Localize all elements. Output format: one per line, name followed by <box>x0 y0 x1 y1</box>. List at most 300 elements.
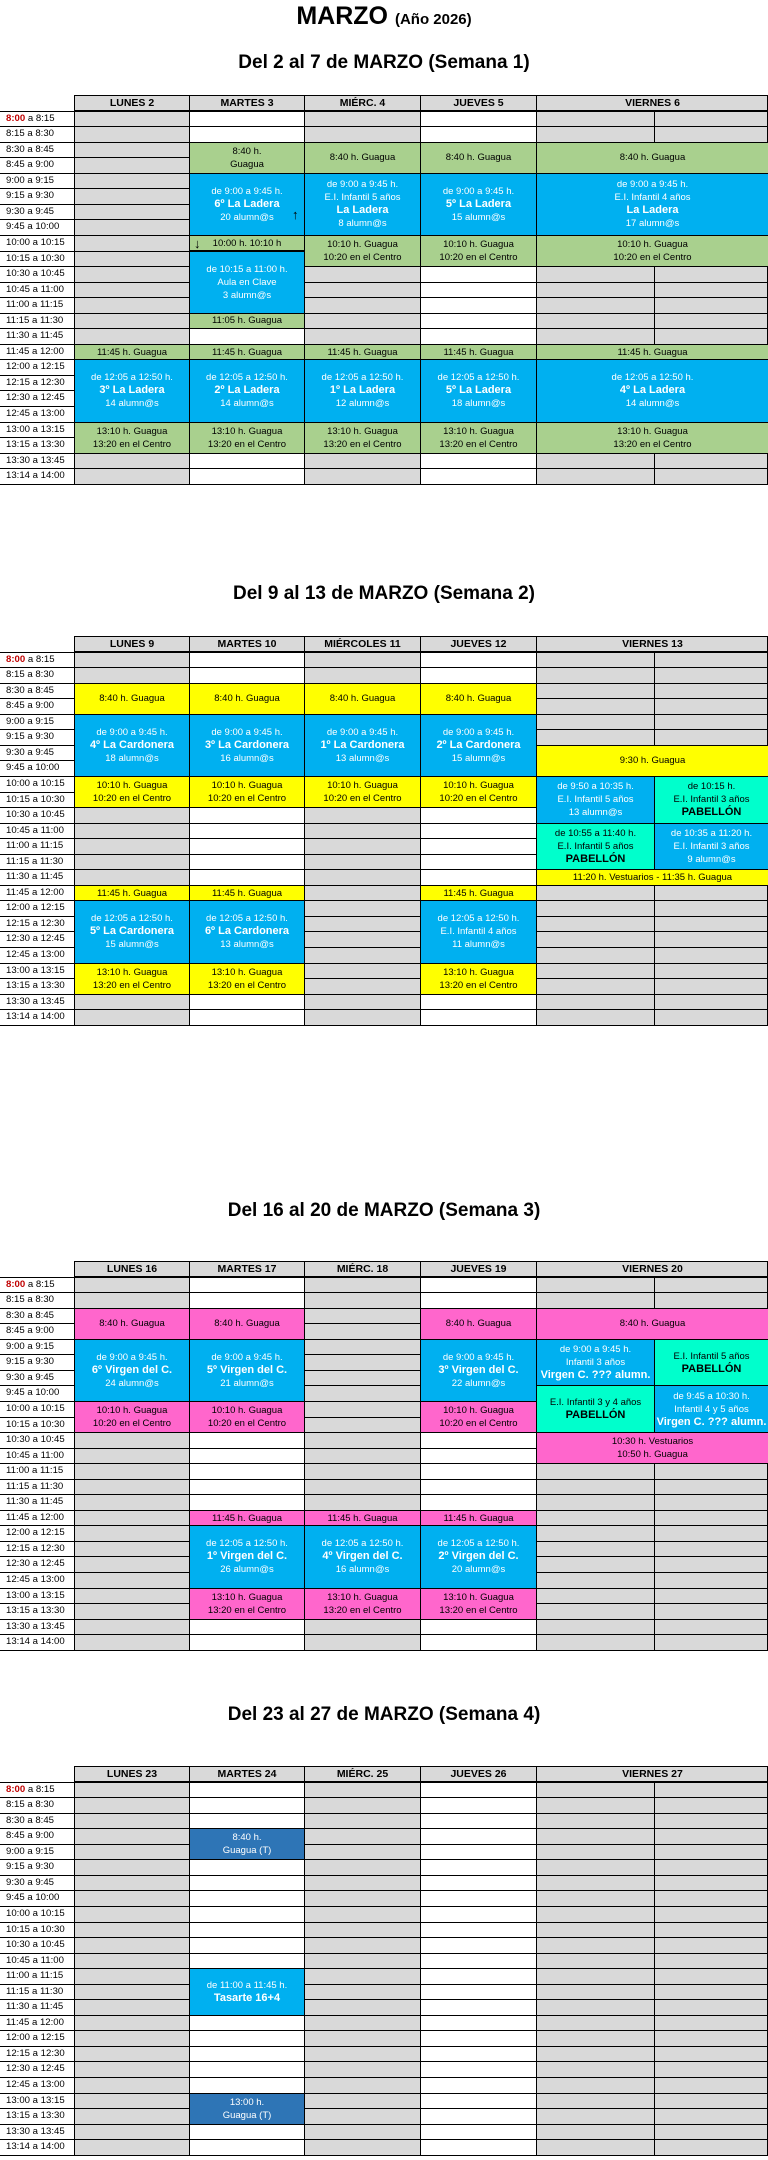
schedule-event <box>654 776 768 824</box>
event-line: 10:20 en el Centro <box>207 1417 287 1429</box>
schedule-event <box>536 823 655 871</box>
time-slot-label: 8:30 a 8:45 <box>6 143 55 155</box>
time-slot-label: 9:45 a 10:00 <box>6 1387 60 1399</box>
event-line: 11:45 h. Guagua <box>443 346 514 358</box>
grid-line <box>0 468 768 469</box>
event-line: E.I. Infantil 5 años <box>673 1350 750 1362</box>
time-slot-label: 9:00 a 9:15 <box>6 174 55 186</box>
event-line: 15 alumn@s <box>105 939 159 951</box>
day-header: VIERNES 27 <box>536 1766 768 1782</box>
event-line: de 9:00 a 9:45 h. <box>559 1344 632 1356</box>
grid-line <box>0 2093 768 2094</box>
schedule-event <box>189 1828 305 1860</box>
event-line: 18 alumn@s <box>105 752 159 764</box>
up-arrow-icon: ↑ <box>292 206 299 222</box>
event-line: 3 alumn@s <box>222 289 272 301</box>
event-line: de 9:00 a 9:45 h. <box>326 179 399 191</box>
time-slot-label: 13:14 a 14:00 <box>6 2141 65 2153</box>
event-line: Guagua (T) <box>222 2109 272 2121</box>
event-line: 13:10 h. Guagua <box>327 1591 398 1603</box>
time-slot-label: 10:30 a 10:45 <box>6 1939 65 1951</box>
grid-line <box>654 1782 655 2155</box>
time-slot-label: 8:30 a 8:45 <box>6 684 55 696</box>
event-line: 11:45 h. Guagua <box>327 1512 398 1524</box>
grid-line <box>0 126 768 127</box>
event-line: de 12:05 a 12:50 h. <box>206 1538 288 1550</box>
event-line: de 12:05 a 12:50 h. <box>321 1538 404 1550</box>
time-slot-label: 12:30 a 12:45 <box>6 933 65 945</box>
grid-line <box>0 1906 768 1907</box>
day-header: LUNES 2 <box>74 95 190 111</box>
time-slot-label: 12:45 a 13:00 <box>6 408 65 419</box>
schedule-event <box>536 1339 655 1387</box>
schedule-event <box>536 869 768 886</box>
day-header: LUNES 9 <box>74 636 190 652</box>
event-line: de 9:00 a 9:45 h. <box>442 1351 515 1363</box>
event-line: 9:30 h. Guagua <box>619 755 686 767</box>
time-slot-label: 13:00 a 13:15 <box>6 1589 65 1601</box>
event-line: de 9:00 a 9:45 h. <box>442 726 515 738</box>
event-line: 3º Virgen del C. <box>438 1363 519 1376</box>
time-slot-label: 11:15 a 11:30 <box>6 1985 64 1997</box>
time-slot-label: 12:30 a 12:45 <box>6 392 65 404</box>
time-slot-label: 8:00 a 8:15 <box>6 112 55 124</box>
schedule-event <box>536 344 768 361</box>
time-slot-label: 11:15 a 11:30 <box>6 855 64 867</box>
grid-line <box>0 1009 768 1010</box>
schedule-event <box>74 1339 190 1402</box>
event-line: 6º Virgen del C. <box>91 1363 173 1376</box>
grid-line <box>0 1937 768 1938</box>
day-header: JUEVES 26 <box>420 1766 537 1782</box>
time-slot-label: 8:30 a 8:45 <box>6 1814 55 1826</box>
year-subtitle: (Año 2026) <box>394 11 472 28</box>
event-line: 8:40 h. Guagua <box>445 152 512 164</box>
grid-line <box>0 667 768 668</box>
day-header: MARTES 10 <box>189 636 305 652</box>
event-line: 21 alumn@s <box>220 1377 274 1389</box>
month-title: MARZO <box>296 2 388 30</box>
event-line: de 12:05 a 12:50 h. <box>206 913 288 925</box>
event-line: 2º La Cardonera <box>436 738 521 751</box>
schedule-event <box>304 776 421 808</box>
time-slot-label: 11:00 a 11:15 <box>6 299 64 311</box>
time-slot-label: 12:45 a 13:00 <box>6 1574 65 1585</box>
event-line: E.I. Infantil 3 y 4 años <box>549 1397 642 1409</box>
event-line: 8:40 h. Guagua <box>329 693 396 705</box>
schedule-event <box>654 823 768 871</box>
time-slot-label: 12:15 a 12:30 <box>6 376 65 388</box>
event-line: 10:10 h. Guagua <box>96 779 168 791</box>
day-header: MARTES 17 <box>189 1261 305 1277</box>
schedule-event <box>74 885 190 902</box>
grid-line <box>0 1890 768 1891</box>
time-slot-label: 8:15 a 8:30 <box>6 669 55 681</box>
schedule-event <box>74 1401 190 1433</box>
day-header: LUNES 23 <box>74 1766 190 1782</box>
time-slot-label: 12:15 a 12:30 <box>6 1542 65 1554</box>
schedule-event <box>189 344 305 361</box>
time-slot-label: 9:30 a 9:45 <box>6 1371 55 1383</box>
schedule-event <box>420 1339 537 1402</box>
event-line: 10:10 h. Guagua <box>211 779 283 791</box>
time-slot-label: 11:45 a 12:00 <box>6 345 64 357</box>
grid-line <box>0 1277 768 1278</box>
schedule-event <box>304 142 421 174</box>
time-slot-label: 9:00 a 9:15 <box>6 1340 55 1352</box>
event-line: Guagua <box>230 158 264 170</box>
event-line: 12 alumn@s <box>335 398 390 410</box>
event-line: de 12:05 a 12:50 h. <box>321 372 404 384</box>
time-slot-label: 11:00 a 11:15 <box>6 840 64 852</box>
event-line: 13 alumn@s <box>335 752 390 764</box>
event-line: 11:20 h. Vestuarios - 11:35 h. Guagua <box>572 872 733 884</box>
day-header: MIÉRC. 4 <box>304 95 421 111</box>
start-time-highlight: 8:00 <box>6 1783 26 1795</box>
time-slot-label: 13:15 a 13:30 <box>6 439 65 451</box>
event-line: de 9:00 a 9:45 h. <box>211 726 283 738</box>
schedule-event <box>536 422 768 454</box>
event-line: 10:20 en el Centro <box>92 792 172 804</box>
schedule-event <box>74 900 190 963</box>
event-line: de 12:05 a 12:50 h. <box>206 372 288 384</box>
grid-line <box>0 2139 768 2140</box>
day-header: VIERNES 20 <box>536 1261 768 1277</box>
schedule-event <box>536 1308 768 1340</box>
event-line: 11:05 h. Guagua <box>211 315 283 327</box>
event-line: 8:40 h. Guagua <box>329 152 396 164</box>
event-line: 11:45 h. Guagua <box>96 346 168 358</box>
grid-line <box>0 1025 768 1026</box>
schedule-event <box>74 344 190 361</box>
time-slot-label: 11:30 a 11:45 <box>6 871 64 883</box>
event-line: de 10:35 a 11:20 h. <box>670 827 753 839</box>
schedule-event <box>189 683 305 715</box>
schedule-event <box>536 173 768 236</box>
event-line: 13 alumn@s <box>568 807 623 819</box>
week-title: Del 2 al 7 de MARZO (Semana 1) <box>238 52 530 73</box>
time-slot-label: 13:00 a 13:15 <box>6 964 65 976</box>
grid-line <box>536 1766 537 2155</box>
schedule-event <box>189 885 305 902</box>
start-time-highlight: 8:00 <box>6 653 26 665</box>
event-line: de 10:55 a 11:40 h. <box>554 827 637 839</box>
schedule-event <box>304 683 421 715</box>
event-line: PABELLÓN <box>681 806 742 819</box>
schedule-event <box>420 1308 537 1340</box>
time-slot-label: 9:30 a 9:45 <box>6 746 55 758</box>
event-line: 13:10 h. Guagua <box>211 966 283 978</box>
event-line: de 9:00 a 9:45 h. <box>211 1351 283 1363</box>
time-slot-label: 13:15 a 13:30 <box>6 1605 65 1617</box>
event-line: 8:40 h. Guagua <box>99 693 165 705</box>
event-line: 11:45 h. Guagua <box>443 887 514 899</box>
event-line: 8:40 h. Guagua <box>445 1318 512 1330</box>
grid-line <box>0 1922 768 1923</box>
event-line: Virgen C. ??? alumn. <box>540 1369 651 1382</box>
time-slot-label: 12:45 a 13:00 <box>6 2079 65 2090</box>
schedule-event <box>420 683 537 715</box>
event-line: 16 alumn@s <box>220 752 274 764</box>
schedule-event <box>420 359 537 422</box>
schedule-event <box>189 251 305 314</box>
grid-line <box>0 1984 768 1985</box>
schedule-event <box>189 1401 305 1433</box>
schedule-event <box>420 422 537 454</box>
time-slot-label: 13:14 a 14:00 <box>6 1636 65 1648</box>
event-line: 13:20 en el Centro <box>92 438 172 450</box>
event-line: 10:10 h. Guagua <box>211 1404 283 1416</box>
time-slot-label: 13:30 a 13:45 <box>6 2125 65 2137</box>
start-time-highlight: 8:00 <box>6 112 26 124</box>
event-line: 20 alumn@s <box>451 1564 506 1576</box>
schedule-event <box>189 313 305 330</box>
time-slot-label: 11:45 a 12:00 <box>6 2016 64 2028</box>
event-line: 11:45 h. Guagua <box>443 1512 514 1524</box>
event-line: 9 alumn@s <box>687 853 736 865</box>
time-slot-label: 10:00 a 10:15 <box>6 236 65 248</box>
schedule-event <box>304 1510 421 1527</box>
schedule-event <box>74 776 190 808</box>
event-line: de 9:00 a 9:45 h. <box>326 726 399 738</box>
grid-line <box>0 484 768 485</box>
schedule-event <box>189 173 305 236</box>
event-line: de 12:05 a 12:50 h. <box>91 372 173 384</box>
schedule-event <box>420 885 537 902</box>
event-line: 13:10 h. Guagua <box>96 425 168 437</box>
time-slot-label: 10:15 a 10:30 <box>6 1418 65 1430</box>
time-slot-label: 13:30 a 13:45 <box>6 1620 65 1632</box>
event-line: de 12:05 a 12:50 h. <box>91 913 173 925</box>
time-slot-label: 12:45 a 13:00 <box>6 949 65 960</box>
time-slot-label: 13:14 a 14:00 <box>6 1011 65 1023</box>
schedule-event <box>189 900 305 963</box>
event-line: 1º La Cardonera <box>320 738 405 751</box>
event-line: 15 alumn@s <box>451 752 506 764</box>
event-line: 4º La Cardonera <box>89 738 175 751</box>
event-line: 3º La Cardonera <box>204 738 290 751</box>
day-header: JUEVES 19 <box>420 1261 537 1277</box>
time-slot-label: 8:45 a 9:00 <box>6 700 55 712</box>
event-line: 13:10 h. Guagua <box>443 966 514 978</box>
event-line: 10:20 en el Centro <box>613 251 692 263</box>
event-line: 13:10 h. Guagua <box>617 425 688 437</box>
schedule-event <box>420 344 537 361</box>
event-line: 10:10 h. Guagua <box>327 238 398 250</box>
event-line: 11:45 h. Guagua <box>327 346 398 358</box>
event-line: 13:20 en el Centro <box>613 438 692 450</box>
schedule-event <box>304 422 421 454</box>
event-line: 13:10 h. Guagua <box>211 1591 283 1603</box>
event-line: 13:20 en el Centro <box>207 438 287 450</box>
event-line: de 10:15 h. <box>687 781 736 793</box>
event-line: de 12:05 a 12:50 h. <box>437 1538 520 1550</box>
time-slot-label: 13:30 a 13:45 <box>6 995 65 1007</box>
time-slot-label: 13:15 a 13:30 <box>6 2110 65 2122</box>
day-header: LUNES 16 <box>74 1261 190 1277</box>
event-line: 4º La Ladera <box>619 384 686 397</box>
event-line: Virgen C. ??? alumn. <box>656 1415 767 1428</box>
grid-line <box>0 1494 768 1495</box>
schedule-event <box>304 1588 421 1620</box>
time-slot-label: 11:15 a 11:30 <box>6 1480 64 1492</box>
event-line: 8 alumn@s <box>338 218 387 230</box>
schedule-event <box>654 1339 768 1387</box>
time-slot-label: 9:15 a 9:30 <box>6 190 55 202</box>
time-slot-label: 8:45 a 9:00 <box>6 1325 55 1337</box>
event-line: 10:10 h. Guagua <box>96 1404 168 1416</box>
time-slot-label: 10:30 a 10:45 <box>6 809 65 821</box>
event-line: 10:20 en el Centro <box>92 1417 172 1429</box>
time-slot-label: 12:00 a 12:15 <box>6 902 65 914</box>
time-slot-label: 9:45 a 10:00 <box>6 762 60 774</box>
time-slot-label: 12:15 a 12:30 <box>6 917 65 929</box>
time-slot-label: 9:45 a 10:00 <box>6 221 60 233</box>
time-slot-label: 9:15 a 9:30 <box>6 731 55 743</box>
event-line: 10:50 h. Guagua <box>617 1449 688 1461</box>
time-slot-label: 12:30 a 12:45 <box>6 1558 65 1570</box>
event-line: E.I. Infantil 3 años <box>673 794 750 806</box>
event-line: 16 alumn@s <box>335 1564 390 1576</box>
schedule-event <box>420 776 537 808</box>
event-line: E.I. Infantil 5 años <box>557 840 634 852</box>
schedule-event <box>189 1308 305 1340</box>
time-slot-label: 10:45 a 11:00 <box>6 283 64 295</box>
event-line: 10:20 en el Centro <box>439 251 518 263</box>
event-line: 22 alumn@s <box>451 1377 506 1389</box>
schedule-event <box>536 359 768 422</box>
schedule-event <box>420 714 537 777</box>
event-line: 17 alumn@s <box>625 218 680 230</box>
day-header: MIÉRC. 25 <box>304 1766 421 1782</box>
time-slot-label: 10:15 a 10:30 <box>6 252 65 264</box>
event-line: 5º La Cardonera <box>89 925 175 938</box>
event-line: 10:10 h. Guagua <box>327 779 398 791</box>
event-line: 10:20 en el Centro <box>323 251 402 263</box>
event-line: 10:10 h. Guagua <box>443 238 514 250</box>
grid-line <box>0 2030 768 2031</box>
grid-line <box>0 2061 768 2062</box>
event-line: PABELLÓN <box>681 1362 742 1375</box>
event-line: 13:20 en el Centro <box>439 438 518 450</box>
grid-line <box>74 1766 75 2155</box>
time-slot-label: 11:45 a 12:00 <box>6 1511 64 1523</box>
schedule-event <box>74 1308 190 1340</box>
schedule-event <box>189 776 305 808</box>
time-slot-label: 9:30 a 9:45 <box>6 205 55 217</box>
event-line: 13:10 h. Guagua <box>443 425 514 437</box>
schedule-event <box>654 1385 768 1433</box>
event-line: Guagua (T) <box>222 1845 272 1857</box>
time-slot-label: 10:45 a 11:00 <box>6 824 64 836</box>
grid-line <box>0 1828 768 1829</box>
time-slot-label: 10:45 a 11:00 <box>6 1449 64 1461</box>
time-slot-label: 8:15 a 8:30 <box>6 128 55 140</box>
time-slot-label: 10:00 a 10:15 <box>6 777 65 789</box>
schedule-event <box>420 235 537 267</box>
day-header: MIÉRC. 18 <box>304 1261 421 1277</box>
event-line: de 9:00 a 9:45 h. <box>96 726 168 738</box>
time-slot-label: 12:15 a 12:30 <box>6 2047 65 2059</box>
time-slot-label: 13:00 a 13:15 <box>6 423 65 435</box>
event-line: 13:20 en el Centro <box>323 438 402 450</box>
grid-line <box>0 2046 768 2047</box>
event-line: 11 alumn@s <box>452 939 505 951</box>
grid-line <box>0 328 768 329</box>
event-line: 14 alumn@s <box>625 398 680 410</box>
week-title: Del 9 al 13 de MARZO (Semana 2) <box>233 583 535 604</box>
schedule-event <box>536 1385 655 1433</box>
event-line: Aula en Clave <box>217 276 277 288</box>
event-line: E.I. Infantil 4 años <box>440 926 517 938</box>
event-line: 13:20 en el Centro <box>207 1604 287 1616</box>
event-line: 8:40 h. Guagua <box>619 1318 686 1330</box>
time-slot-label: 11:30 a 11:45 <box>6 330 64 342</box>
grid-line <box>0 297 768 298</box>
event-line: 11:45 h. Guagua <box>211 887 283 899</box>
grid-line <box>420 1766 421 2155</box>
event-line: 8:40 h. Guagua <box>99 1318 165 1330</box>
event-line: 10:00 h. 10:10 h <box>212 237 282 249</box>
time-slot-label: 10:15 a 10:30 <box>6 793 65 805</box>
time-slot-label: 11:00 a 11:15 <box>6 1970 64 1982</box>
grid-line <box>0 652 768 653</box>
day-header: VIERNES 6 <box>536 95 768 111</box>
schedule-event <box>304 359 421 422</box>
event-line: E.I. Infantil 5 años <box>324 192 401 204</box>
time-slot-label: 12:30 a 12:45 <box>6 2063 65 2075</box>
schedule-event <box>304 714 421 777</box>
grid-line <box>0 1859 768 1860</box>
time-slot-label: 13:14 a 14:00 <box>6 470 65 482</box>
grid-line <box>0 1813 768 1814</box>
schedule-event <box>189 235 305 252</box>
time-slot-label: 13:15 a 13:30 <box>6 980 65 992</box>
schedule-event <box>189 142 305 174</box>
time-slot-label: 8:30 a 8:45 <box>6 1309 55 1321</box>
event-line: de 12:05 a 12:50 h. <box>437 913 520 925</box>
event-line: 15 alumn@s <box>451 211 506 223</box>
time-slot-label: 10:45 a 11:00 <box>6 1954 64 1966</box>
event-line: 13:20 en el Centro <box>207 979 287 991</box>
schedule-event <box>420 900 537 963</box>
event-line: 8:40 h. Guagua <box>214 693 280 705</box>
schedule-event <box>74 963 190 995</box>
event-line: 13:10 h. Guagua <box>211 425 283 437</box>
event-line: 2º La Ladera <box>214 384 280 397</box>
time-slot-label: 8:45 a 9:00 <box>6 159 55 171</box>
event-line: 4º Virgen del C. <box>322 1550 403 1563</box>
time-slot-label: 13:00 a 13:15 <box>6 2094 65 2106</box>
schedule-event <box>189 714 305 777</box>
grid-line <box>0 1479 768 1480</box>
event-line: 6º La Cardonera <box>204 925 290 938</box>
time-slot-label: 9:15 a 9:30 <box>6 1356 55 1368</box>
time-slot-label: 11:00 a 11:15 <box>6 1465 64 1477</box>
event-line: de 11:00 a 11:45 h. <box>206 1979 288 1991</box>
grid-line <box>0 2015 768 2016</box>
event-line: de 9:00 a 9:45 h. <box>616 179 689 191</box>
event-line: de 9:00 a 9:45 h. <box>442 185 515 197</box>
day-header: VIERNES 13 <box>536 636 768 652</box>
event-line: de 9:00 a 9:45 h. <box>211 185 283 197</box>
time-slot-label: 12:00 a 12:15 <box>6 361 65 373</box>
time-slot-label: 10:30 a 10:45 <box>6 268 65 280</box>
schedule-event <box>304 235 421 267</box>
event-line: 11:45 h. Guagua <box>617 346 688 358</box>
week-title: Del 23 al 27 de MARZO (Semana 4) <box>227 1704 541 1725</box>
event-line: 13:10 h. Guagua <box>443 1591 514 1603</box>
